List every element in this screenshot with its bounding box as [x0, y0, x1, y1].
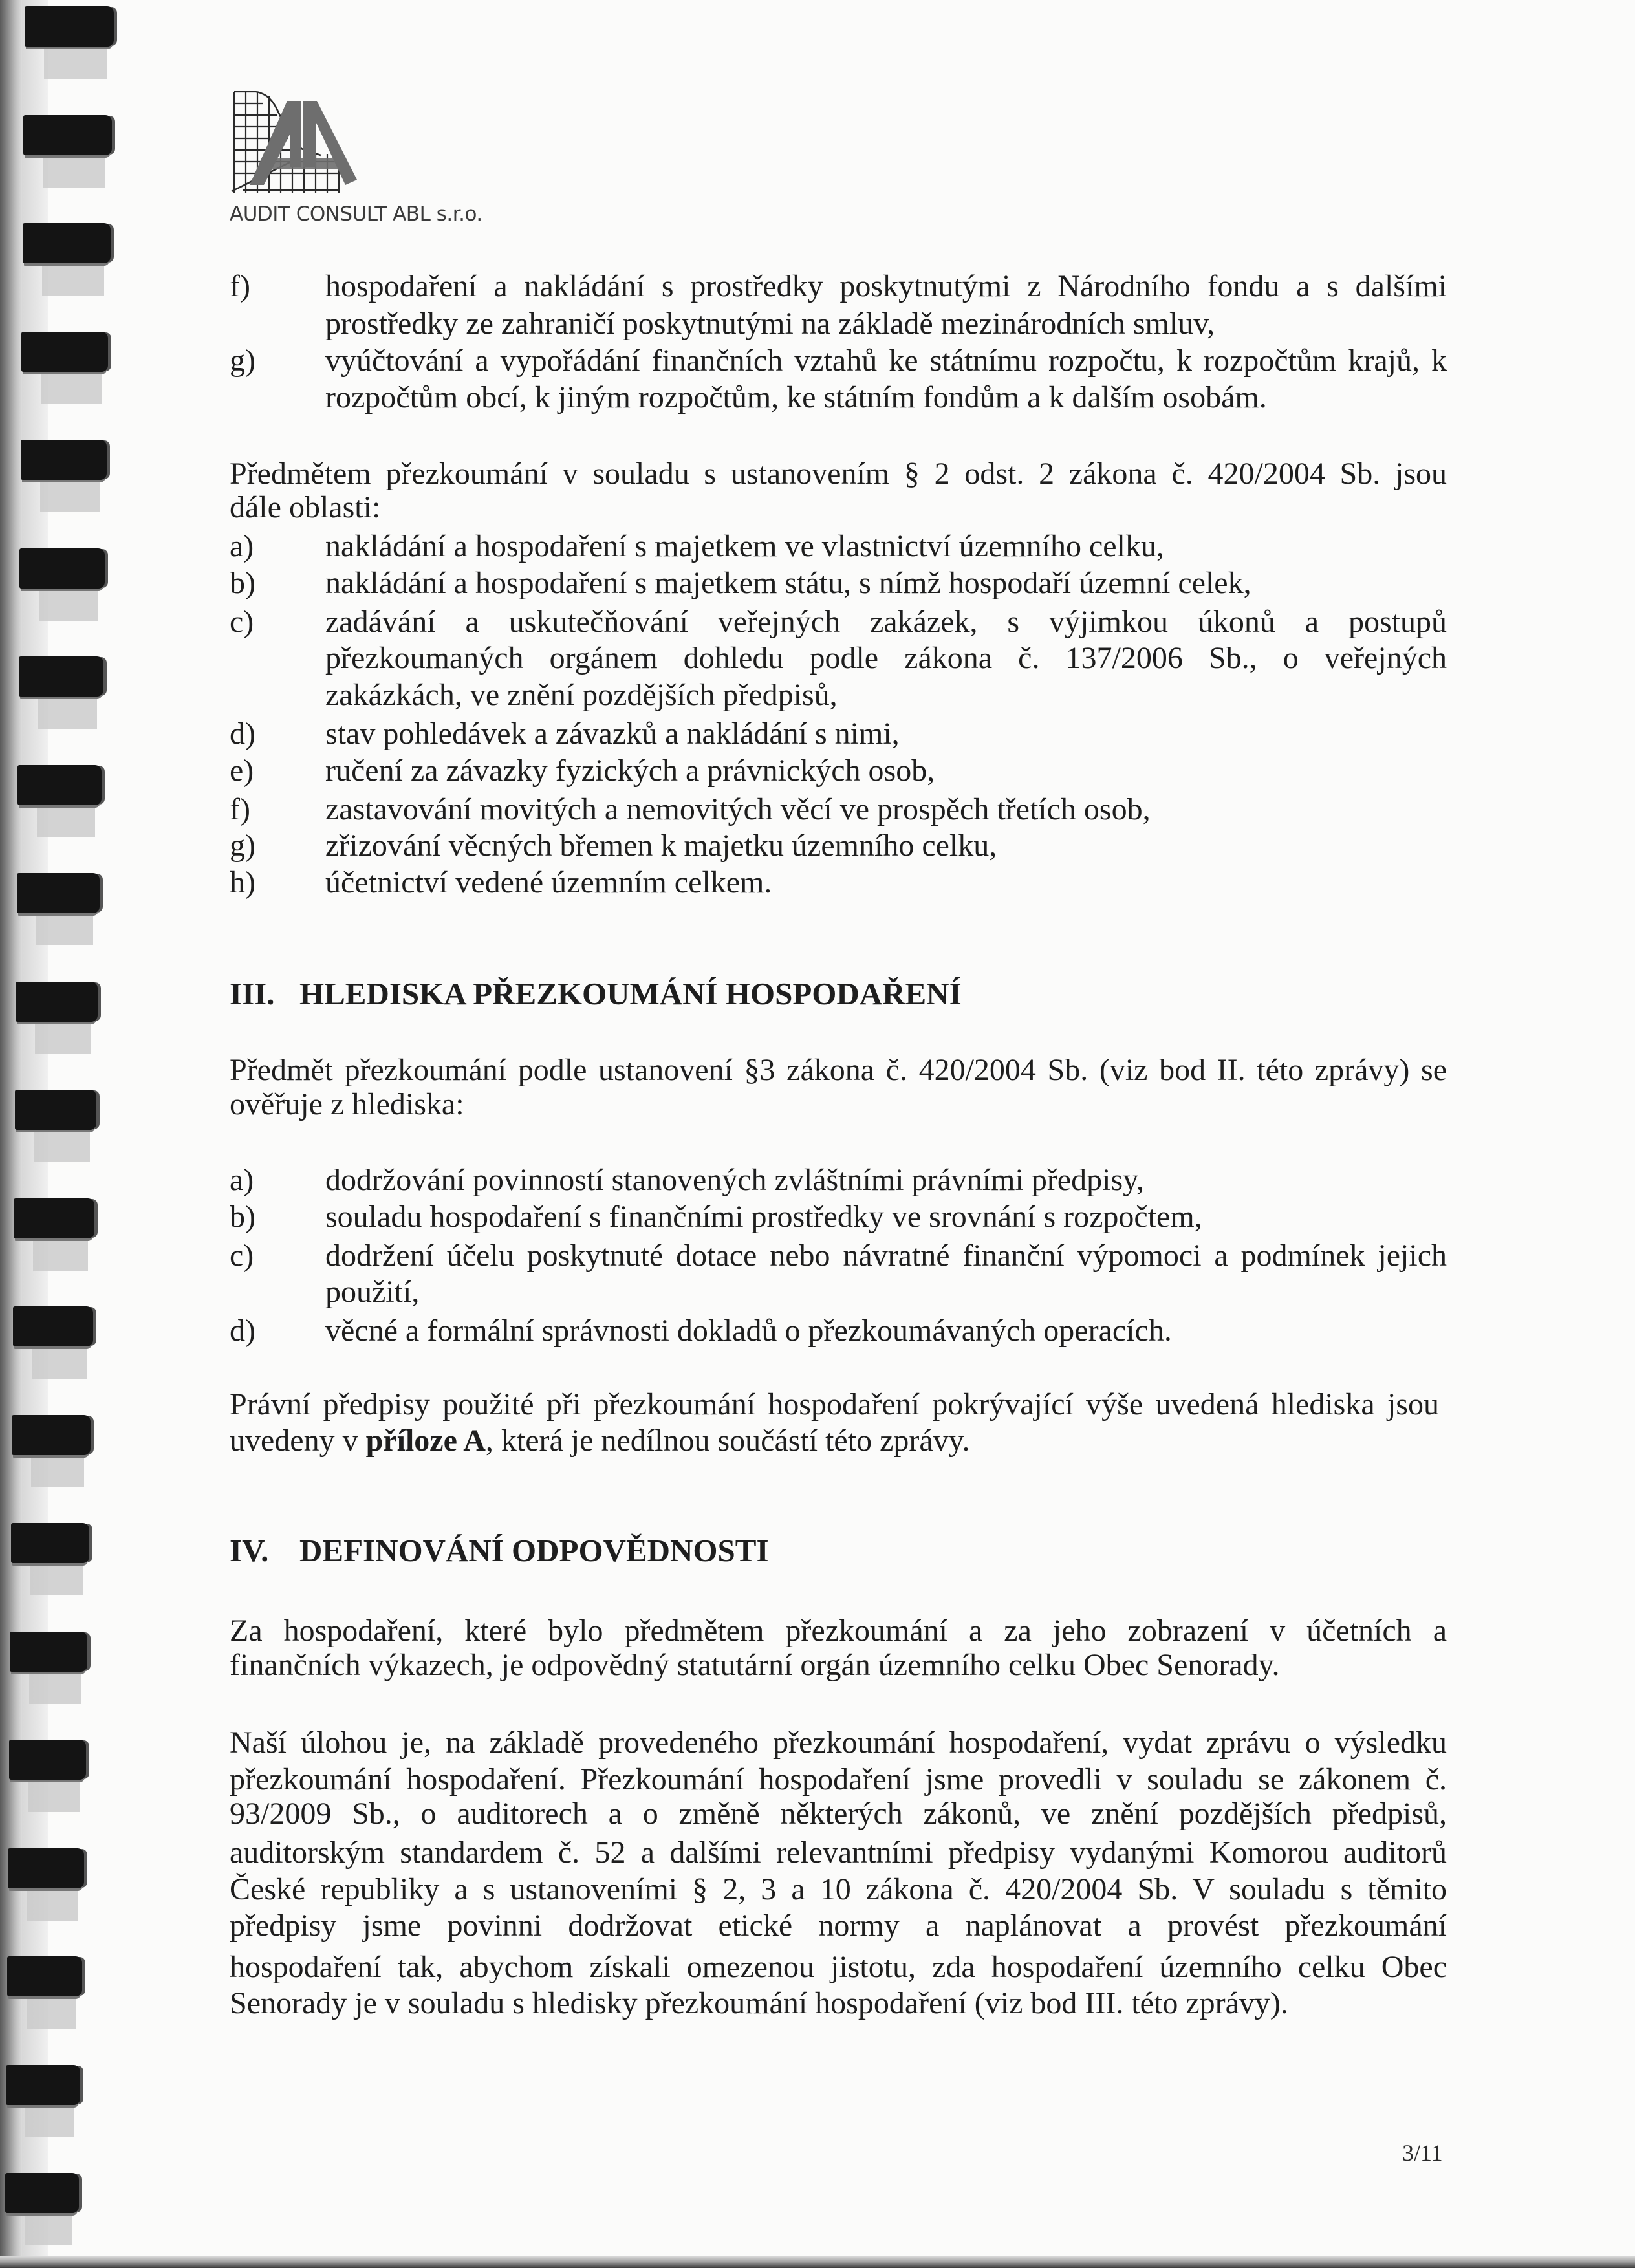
- paragraph-line: finančních výkazech, je odpovědný statutární orgán územního celku Obec Senorady.: [230, 1648, 1280, 1682]
- paragraph-line: Za hospodaření, které bylo předmětem přezkoumání a za jeho zobrazení v účetních a: [230, 1614, 1447, 1648]
- binding-tooth: [17, 765, 102, 805]
- binding-tooth-shadow: [34, 1130, 90, 1162]
- list-item-text: stav pohledávek a závazků a nakládání s nimi,: [325, 717, 900, 751]
- binding-tooth: [7, 1956, 82, 1996]
- binding-tooth: [14, 1198, 94, 1238]
- section-title: DEFINOVÁNÍ ODPOVĚDNOSTI: [299, 1533, 769, 1568]
- binding-tooth: [8, 1848, 84, 1888]
- paragraph-line: dále oblasti:: [230, 490, 381, 524]
- paragraph-line: Předmět přezkoumání podle ustanovení §3 zákona č. 420/2004 Sb. (viz bod II. této zprávy) se: [230, 1053, 1447, 1087]
- list-item-text: prostředky ze zahraničí poskytnutými na základě mezinárodních smluv,: [325, 307, 1215, 341]
- list-item-text: věcné a formální správnosti dokladů o přezkoumávaných operacích.: [325, 1313, 1172, 1348]
- binding-tooth: [13, 1306, 93, 1346]
- paragraph-line: auditorským standardem č. 52 a dalšími relevantními předpisy vydanými Komorou auditorů: [230, 1835, 1447, 1870]
- paragraph-line: ověřuje z hlediska:: [230, 1087, 464, 1121]
- binding-tooth: [15, 1090, 96, 1130]
- binding-tooth-shadow: [40, 480, 100, 512]
- binding-tooth-shadow: [25, 2105, 74, 2137]
- annex-reference: příloze A: [365, 1423, 486, 1458]
- binding-tooth-shadow: [32, 1346, 87, 1379]
- binding-tooth: [21, 440, 107, 480]
- list-item-text: zakázkách, ve znění pozdějších předpisů,: [325, 678, 838, 712]
- paragraph-line: přezkoumání hospodaření. Přezkoumání hospodaření jsme provedli v souladu se zákonem č.: [230, 1762, 1447, 1797]
- binding-tooth-shadow: [27, 1996, 76, 2029]
- paragraph-line: Naší úlohou je, na základě provedeného přezkoumání hospodaření, vydat zprávu o výsledku: [230, 1725, 1447, 1760]
- binding-tooth: [16, 982, 98, 1022]
- binding-tooth: [6, 2065, 80, 2105]
- binding-tooth-shadow: [38, 697, 97, 729]
- list-label: c): [230, 1238, 254, 1273]
- text: uvedeny v: [230, 1423, 366, 1458]
- list-label: b): [230, 566, 255, 600]
- list-item-text: přezkoumaných orgánem dohledu podle zákona č. 137/2006 Sb., o veřejných: [325, 641, 1447, 675]
- binding-tooth-shadow: [36, 913, 93, 945]
- list-item-text: nakládání a hospodaření s majetkem ve vlastnictví územního celku,: [325, 529, 1164, 563]
- binding-tooth: [11, 1523, 89, 1563]
- list-item-text: zastavování movitých a nemovitých věcí ve prospěch třetích osob,: [325, 792, 1151, 826]
- binding-tooth-shadow: [42, 263, 104, 296]
- binding-tooth-shadow: [39, 589, 98, 621]
- binding-tooth-shadow: [31, 1455, 84, 1487]
- list-label: f): [230, 792, 250, 826]
- company-name: AUDIT CONSULT ABL s.r.o.: [230, 202, 482, 226]
- list-label: c): [230, 605, 254, 639]
- binding-tooth-shadow: [29, 1672, 81, 1704]
- binding-tooth: [19, 656, 103, 697]
- list-item-text: ručení za závazky fyzických a právnických osob,: [325, 753, 935, 788]
- binding-tooth-shadow: [41, 372, 102, 404]
- paragraph-line: České republiky a s ustanoveními § 2, 3 a 10 zákona č. 420/2004 Sb. V souladu s těmito: [230, 1872, 1447, 1906]
- binding-tooth: [17, 873, 100, 913]
- list-item-text: dodržení účelu poskytnuté dotace nebo návratné finanční výpomoci a podmínek jejich: [325, 1238, 1447, 1273]
- list-label: g): [230, 828, 255, 863]
- binding-tooth-shadow: [25, 2213, 72, 2245]
- binding-tooth: [12, 1415, 91, 1455]
- binding-tooth-shadow: [28, 1780, 80, 1812]
- paragraph-line: předpisy jsme povinni dodržovat etické normy a naplánovat a provést přezkoumání: [230, 1908, 1447, 1943]
- binding-tooth: [25, 6, 114, 47]
- audit-consult-abl-logo-icon: [230, 89, 366, 194]
- list-label: d): [230, 1313, 255, 1348]
- paragraph-line: Předmětem přezkoumání v souladu s ustanovením § 2 odst. 2 zákona č. 420/2004 Sb. jsou: [230, 457, 1447, 491]
- paragraph-line: hospodaření tak, abychom získali omezenou jistotu, zda hospodaření územního celku Obec: [230, 1950, 1447, 1984]
- binding-tooth: [10, 1632, 87, 1672]
- binding-tooth: [5, 2173, 79, 2213]
- list-label: h): [230, 865, 255, 900]
- binding-tooth: [21, 332, 108, 372]
- list-item-text: účetnictví vedené územním celkem.: [325, 865, 772, 900]
- list-label: d): [230, 717, 255, 751]
- list-label: e): [230, 753, 254, 788]
- paragraph-line: 93/2009 Sb., o auditorech a o změně některých zákonů, ve znění pozdějších předpisů,: [230, 1797, 1447, 1831]
- binding-tooth-shadow: [37, 805, 95, 837]
- list-item-text: použití,: [325, 1275, 420, 1309]
- binding-tooth-shadow: [44, 47, 107, 79]
- list-item-text: vyúčtování a vypořádání finančních vztahů ke státnímu rozpočtu, k rozpočtům krajů, k: [325, 343, 1447, 378]
- binding-tooth: [23, 115, 112, 155]
- binding-spine: [0, 0, 22, 2268]
- list-item-text: rozpočtům obcí, k jiným rozpočtům, ke státním fondům a k dalším osobám.: [325, 380, 1267, 415]
- section-number: III.: [230, 976, 275, 1011]
- text: , která je nedílnou součástí této zprávy.: [485, 1423, 970, 1458]
- binding-tooth: [19, 548, 105, 589]
- paragraph-line: Senorady je v souladu s hledisky přezkoumání hospodaření (viz bod III. této zprávy).: [230, 1986, 1288, 2020]
- page-number: 3/11: [1402, 2140, 1443, 2166]
- list-label: f): [230, 269, 250, 303]
- binding-tooth-shadow: [30, 1563, 83, 1595]
- list-item-text: zřizování věcných břemen k majetku územního celku,: [325, 828, 997, 863]
- binding-comb: [0, 0, 123, 2268]
- list-item-text: nakládání a hospodaření s majetkem státu, s nímž hospodaří územní celek,: [325, 566, 1251, 600]
- binding-tooth-shadow: [43, 155, 105, 188]
- list-item-text: souladu hospodaření s finančními prostředky ve srovnání s rozpočtem,: [325, 1200, 1202, 1234]
- binding-tooth-shadow: [33, 1238, 88, 1271]
- list-item-text: dodržování povinností stanovených zvláštními právními předpisy,: [325, 1163, 1144, 1197]
- paragraph-line: [230, 1422, 970, 1459]
- list-label: a): [230, 529, 254, 563]
- section-title: HLEDISKA PŘEZKOUMÁNÍ HOSPODAŘENÍ: [299, 976, 962, 1011]
- list-item-text: zadávání a uskutečňování veřejných zakázek, s výjimkou úkonů a postupů: [325, 605, 1447, 639]
- page-bottom-edge: [0, 2256, 1635, 2268]
- list-label: b): [230, 1200, 255, 1234]
- binding-tooth-shadow: [27, 1888, 78, 1921]
- binding-tooth-shadow: [35, 1022, 91, 1054]
- binding-tooth: [23, 223, 111, 263]
- binding-tooth: [9, 1740, 86, 1780]
- paragraph-line: Právní předpisy použité při přezkoumání hospodaření pokrývající výše uvedená hlediska jsou: [230, 1387, 1439, 1421]
- section-number: IV.: [230, 1533, 269, 1568]
- list-label: g): [230, 343, 255, 378]
- list-item-text: hospodaření a nakládání s prostředky poskytnutými z Národního fondu a s dalšími: [325, 269, 1447, 303]
- list-label: a): [230, 1163, 254, 1197]
